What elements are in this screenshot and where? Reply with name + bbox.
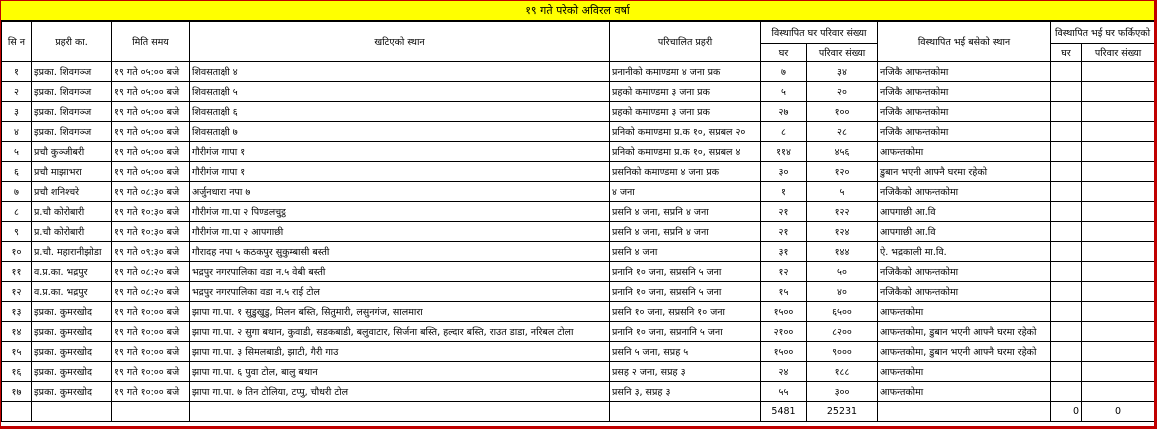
cell-shelter: नजिकै आफन्तकोमा [878,102,1051,122]
cell-family: २० [807,82,878,102]
cell-returned-family [1082,182,1155,202]
cell-location: झापा गा.पा. २ सुगा बथान, कुवाडी, सडकबाडी, बलुवाटार, सिर्जना बस्ति, हल्दार बस्ति, राउत डाडा, नरिबल टोला [190,322,610,342]
cell-location: शिवसताक्षी ५ [190,82,610,102]
cell-datetime: १९ गते १०:०० बजे [112,382,190,402]
cell-shelter: आफन्तकोमा [878,362,1051,382]
table-row [2,122,1155,142]
table-row [2,142,1155,162]
header-house: घर [761,44,807,62]
cell-office: इप्रका. कुमरखोद [32,302,112,322]
cell-sn: १२ [2,282,32,302]
header-office: प्रहरी का. [32,22,112,62]
cell-datetime: १९ गते १०:०० बजे [112,302,190,322]
cell-deployed-police: प्रसनि १० जना, सप्रसनि १० जना [610,302,761,322]
table-row [2,102,1155,122]
cell-family: ३४ [807,62,878,82]
cell-datetime: १९ गते ०५:०० बजे [112,102,190,122]
header-shelter: विस्थापित भई बसेको स्थान [878,22,1051,62]
cell-family: ३०० [807,382,878,402]
cell-shelter: नजिकैको आफन्तकोमा [878,282,1051,302]
cell-shelter: नजिकैको आफन्तकोमा [878,262,1051,282]
cell-family: १८८ [807,362,878,382]
cell-returned-family [1082,242,1155,262]
cell-location: झापा गा.पा. ७ तिन टोलिया, टप्पु, चौधरी टोल [190,382,610,402]
cell-shelter: आफन्तकोमा [878,302,1051,322]
cell-location: भद्रपुर नगरपालिका वडा न.५ वेबी बस्ती [190,262,610,282]
cell-office: इप्रका. शिवगञ्ज [32,82,112,102]
cell-returned-family [1082,382,1155,402]
cell-office: व.प्र.का. भद्रपुर [32,262,112,282]
cell-family: ६५०० [807,302,878,322]
cell-house: २७ [761,102,807,122]
cell-returned-family [1082,262,1155,282]
cell-returned-family [1082,362,1155,382]
cell-returned-house [1051,182,1082,202]
table-row [2,162,1155,182]
cell-returned-family [1082,342,1155,362]
cell-deployed-police: प्रनानि १० जना, सप्रसनि ५ जना [610,262,761,282]
cell-returned-house [1051,362,1082,382]
header-returned: विस्थापित भई घर फर्किएको [1051,22,1155,44]
cell-location: शिवसताक्षी ४ [190,62,610,82]
cell-deployed-police: प्रसनि ५ जना, सप्रह ५ [610,342,761,362]
cell-shelter: ऐ. भद्रकाली मा.वि. [878,242,1051,262]
cell-datetime: १९ गते १०:३० बजे [112,222,190,242]
cell-datetime: १९ गते ०५:०० बजे [112,62,190,82]
cell-shelter: आपगाछी आ.वि [878,222,1051,242]
cell-returned-house [1051,322,1082,342]
cell-house: १५०० [761,342,807,362]
cell-deployed-police: प्रहको कमाण्डमा ३ जना प्रक [610,102,761,122]
cell-datetime: १९ गते ०८:३० बजे [112,182,190,202]
table-row [2,202,1155,222]
cell-location: गौरीगंज गापा १ [190,162,610,182]
cell-office: प्र.चौ कोरोबारी [32,202,112,222]
cell-location: झापा गा.पा. ३ सिमलबाडी, झाटी, गैरी गाउ [190,342,610,362]
table-row [2,82,1155,102]
table-row [2,182,1155,202]
cell-returned-house [1051,382,1082,402]
cell-returned-family [1082,82,1155,102]
cell-returned-family [1082,322,1155,342]
cell-sn: १ [2,62,32,82]
cell-returned-house [1051,282,1082,302]
cell-office: व.प्र.का. भद्रपुर [32,282,112,302]
cell-family: १०० [807,102,878,122]
cell-datetime: १९ गते ०८:२० बजे [112,262,190,282]
cell-sn: १० [2,242,32,262]
cell-office: इप्रका. शिवगञ्ज [32,62,112,82]
cell-location: गौरीगंज गा.पा २ आपगाछी [190,222,610,242]
cell-sn: १५ [2,342,32,362]
cell-returned-house [1051,242,1082,262]
sheet-title: १९ गते परेको अविरल वर्षा [1,1,1154,21]
cell-deployed-police: प्रसनि ४ जना [610,242,761,262]
cell-shelter: नजिकै आफन्तकोमा [878,122,1051,142]
cell-office: इप्रका. कुमरखोद [32,322,112,342]
cell-deployed-police: ४ जना [610,182,761,202]
cell-sn: २ [2,82,32,102]
cell-family: १२० [807,162,878,182]
header-displaced: विस्थापित घर परिवार संख्या [761,22,878,44]
cell-deployed-police: प्रसनि ३, सप्रह ३ [610,382,761,402]
cell-deployed-police: प्रनानीको कमाण्डमा ४ जना प्रक [610,62,761,82]
cell-deployed-police: प्रसनिको कमाण्डमा ४ जना प्रक [610,162,761,182]
cell-office: इप्रका. कुमरखोद [32,362,112,382]
cell-house: ८ [761,122,807,142]
header-deployed-police: परिचालित प्रहरी [610,22,761,62]
cell-deployed-police: प्रसनि ४ जना, सप्रनि ४ जना [610,202,761,222]
cell-location: शिवसताक्षी ६ [190,102,610,122]
cell-returned-house [1051,262,1082,282]
header-datetime: मिति समय [112,22,190,62]
cell-location: गौरीगंज गा.पा २ पिण्डलचुट्ठ [190,202,610,222]
cell-shelter: नजिकै आफन्तकोमा [878,62,1051,82]
cell-location: शिवसताक्षी ७ [190,122,610,142]
cell-sn: १६ [2,362,32,382]
cell-sn: १७ [2,382,32,402]
cell-office: प्रचौ शनिश्चरे [32,182,112,202]
cell-house: ३० [761,162,807,182]
table-row [2,242,1155,262]
cell-sn: ८ [2,202,32,222]
cell-house: १ [761,182,807,202]
cell-returned-house [1051,82,1082,102]
cell-family: १२२ [807,202,878,222]
cell-shelter: आफन्तकोमा, डुबान भएनी आफ्नै घरमा रहेको [878,322,1051,342]
cell-datetime: १९ गते ०९:३० बजे [112,242,190,262]
totals-empty-cell [190,402,610,422]
cell-returned-family [1082,142,1155,162]
cell-returned-house [1051,222,1082,242]
total-house: 5481 [761,402,807,422]
cell-datetime: १९ गते ०५:०० बजे [112,142,190,162]
totals-empty-cell [32,402,112,422]
cell-location: अर्जुनधारा नपा ७ [190,182,610,202]
header-family: परिवार संख्या [807,44,878,62]
cell-sn: ३ [2,102,32,122]
cell-house: ११४ [761,142,807,162]
cell-returned-house [1051,302,1082,322]
cell-office: इप्रका. शिवगञ्ज [32,122,112,142]
table-row [2,222,1155,242]
cell-deployed-police: प्रनानि १० जना, सप्रनानि ५ जना [610,322,761,342]
table-row [2,302,1155,322]
cell-office: प्रचौ कुञ्जीबरी [32,142,112,162]
table-row [2,62,1155,82]
cell-shelter: आपगाछी आ.वि [878,202,1051,222]
totals-empty-cell [610,402,761,422]
cell-datetime: १९ गते १०:०० बजे [112,342,190,362]
cell-office: इप्रका. कुमरखोद [32,382,112,402]
cell-datetime: १९ गते १०:३० बजे [112,202,190,222]
cell-office: इप्रका. शिवगञ्ज [32,102,112,122]
cell-shelter: आफन्तकोमा, डुबान भएनी आफ्नै घरमा रहेको [878,342,1051,362]
cell-sn: ९ [2,222,32,242]
totals-empty-cell [878,402,1051,422]
cell-house: २१ [761,202,807,222]
table-row [2,382,1155,402]
cell-sn: ११ [2,262,32,282]
cell-returned-family [1082,122,1155,142]
cell-family: १२४ [807,222,878,242]
cell-house: ५५ [761,382,807,402]
cell-returned-house [1051,342,1082,362]
cell-datetime: १९ गते ०५:०० बजे [112,162,190,182]
cell-location: गौरादह नपा ५ कठकपुर सुकुम्बासी बस्ती [190,242,610,262]
cell-house: २१ [761,222,807,242]
cell-datetime: १९ गते ०५:०० बजे [112,122,190,142]
header-returned-house: घर [1051,44,1082,62]
cell-family: १४४ [807,242,878,262]
cell-family: ८२०० [807,322,878,342]
cell-returned-family [1082,162,1155,182]
cell-returned-family [1082,62,1155,82]
cell-deployed-police: प्रहको कमाण्डमा ३ जना प्रक [610,82,761,102]
cell-house: २४ [761,362,807,382]
cell-shelter: आफन्तकोमा [878,142,1051,162]
cell-returned-house [1051,122,1082,142]
cell-sn: ४ [2,122,32,142]
cell-deployed-police: प्रसनि ४ जना, सप्रनि ४ जना [610,222,761,242]
table-row [2,262,1155,282]
totals-row [2,402,1155,422]
cell-house: १२ [761,262,807,282]
cell-returned-family [1082,102,1155,122]
cell-returned-family [1082,222,1155,242]
cell-returned-family [1082,202,1155,222]
cell-office: प्र.चौ. महारानीझोडा [32,242,112,262]
cell-shelter: आफन्तकोमा [878,382,1051,402]
cell-location: गौरीगंज गापा १ [190,142,610,162]
header-location: खटिएको स्थान [190,22,610,62]
cell-datetime: १९ गते १०:०० बजे [112,362,190,382]
cell-shelter: नजिकै आफन्तकोमा [878,82,1051,102]
cell-sn: ६ [2,162,32,182]
cell-returned-house [1051,142,1082,162]
total-family: 25231 [807,402,878,422]
cell-house: ५ [761,82,807,102]
flood-report-table [1,21,1155,422]
cell-house: १५ [761,282,807,302]
cell-sn: १३ [2,302,32,322]
cell-family: ४० [807,282,878,302]
totals-empty-cell [2,402,32,422]
cell-shelter: नजिकैको आफन्तकोमा [878,182,1051,202]
cell-datetime: १९ गते ०८:२० बजे [112,282,190,302]
cell-sn: ७ [2,182,32,202]
table-row [2,362,1155,382]
cell-house: ३१ [761,242,807,262]
table-row [2,282,1155,302]
cell-house: ७ [761,62,807,82]
cell-family: ९००० [807,342,878,362]
cell-sn: ५ [2,142,32,162]
cell-location: झापा गा.पा. ६ पुवा टोल, बालु बथान [190,362,610,382]
cell-returned-family [1082,282,1155,302]
total-returned-family: 0 [1082,402,1155,422]
cell-location: भद्रपुर नगरपालिका वडा न.५ राई टोल [190,282,610,302]
cell-office: इप्रका. कुमरखोद [32,342,112,362]
cell-deployed-police: प्रसह २ जना, सप्रह ३ [610,362,761,382]
cell-deployed-police: प्रनिको कमाण्डमा प्र.क १०, सप्रबल २० [610,122,761,142]
cell-location: झापा गा.पा. १ सुडुखुडु, मिलन बस्ति, सितुमारी, लसुनगंज, सालमारा [190,302,610,322]
table-row [2,322,1155,342]
cell-returned-house [1051,102,1082,122]
cell-family: ५० [807,262,878,282]
cell-returned-house [1051,162,1082,182]
cell-datetime: १९ गते १०:०० बजे [112,322,190,342]
cell-returned-family [1082,302,1155,322]
header-sn: सि न [2,22,32,62]
cell-datetime: १९ गते ०५:०० बजे [112,82,190,102]
table-row [2,342,1155,362]
total-returned-house: 0 [1051,402,1082,422]
cell-family: २८ [807,122,878,142]
cell-returned-house [1051,62,1082,82]
cell-shelter: डुबान भएनी आफ्नै घरमा रहेको [878,162,1051,182]
cell-office: प्रचौ माझाभरा [32,162,112,182]
cell-deployed-police: प्रनानि १० जना, सप्रसनि ५ जना [610,282,761,302]
header-returned-family: परिवार संख्या [1082,44,1155,62]
totals-empty-cell [112,402,190,422]
cell-family: ५ [807,182,878,202]
cell-family: ४५६ [807,142,878,162]
cell-house: २१०० [761,322,807,342]
cell-deployed-police: प्रनिको कमाण्डमा प्र.क १०, सप्रबल ४ [610,142,761,162]
cell-house: १५०० [761,302,807,322]
cell-office: प्र.चौ कोरोबारी [32,222,112,242]
cell-returned-house [1051,202,1082,222]
cell-sn: १४ [2,322,32,342]
